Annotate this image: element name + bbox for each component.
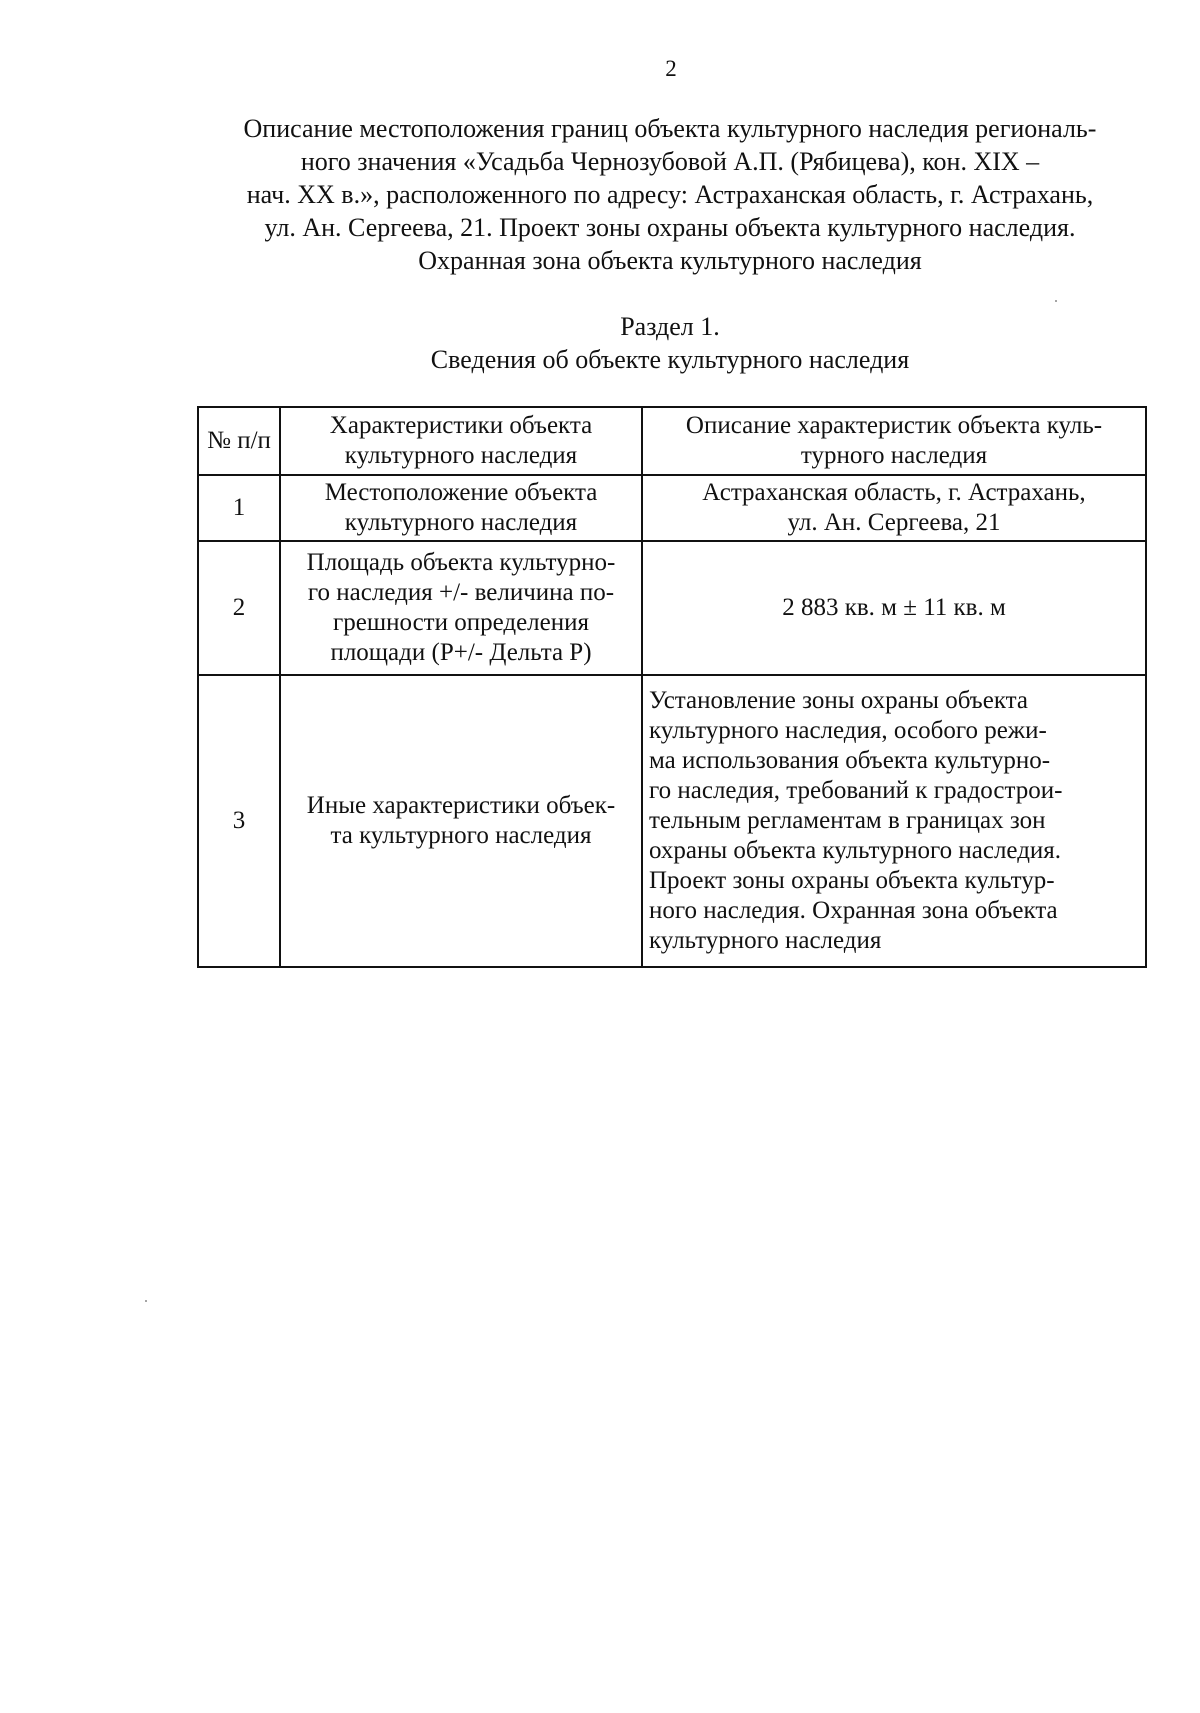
heading-line: нач. XX в.», расположенного по адресу: Астраханская область, г. Астрахань, bbox=[246, 180, 1094, 209]
cell-text-line: та культурного наследия bbox=[330, 822, 592, 849]
row-characteristic bbox=[280, 541, 642, 675]
cell-text-line: Площадь объекта культурно- bbox=[306, 549, 616, 576]
cell-text-line: ма использования объекта культурно- bbox=[649, 747, 1051, 774]
table-row bbox=[198, 475, 1146, 541]
table-header-row bbox=[198, 407, 1146, 475]
cell-text-line: Местоположение объекта bbox=[324, 479, 598, 506]
cell-text-line: го наследия, требований к градострои- bbox=[649, 777, 1063, 804]
row-description bbox=[642, 475, 1146, 541]
cell-text-line: тельным регламентам в границах зон bbox=[649, 807, 1046, 834]
cell-text-line: охраны объекта культурного наследия. bbox=[649, 837, 1062, 864]
cell-text-line: ул. Ан. Сергеева, 21 bbox=[787, 509, 1001, 536]
cell-text-line: Иные характеристики объек- bbox=[306, 792, 616, 819]
header-number-label: № п/п bbox=[207, 427, 271, 454]
cell-text-line: культурного наследия, особого режи- bbox=[649, 717, 1047, 744]
cell-text-line: культурного наследия bbox=[649, 927, 882, 954]
header-text-line: культурного наследия bbox=[344, 442, 578, 469]
header-characteristics bbox=[280, 407, 642, 475]
scan-speck bbox=[145, 1300, 147, 1302]
row-characteristic bbox=[280, 675, 642, 967]
header-text-line: Описание характеристик объекта куль- bbox=[685, 412, 1103, 439]
header-text-line: турного наследия bbox=[800, 442, 988, 469]
row-description bbox=[642, 541, 1146, 675]
row-description bbox=[642, 675, 1146, 967]
row-number: 2 bbox=[198, 541, 280, 675]
cell-text-line: грешности определения bbox=[332, 609, 590, 636]
section-title: Сведения об объекте культурного наследия bbox=[430, 345, 910, 374]
cell-text-line: площади (Р+/- Дельта Р) bbox=[330, 639, 592, 666]
section-heading bbox=[180, 310, 1160, 376]
cell-text-line: культурного наследия bbox=[344, 509, 578, 536]
row-characteristic bbox=[280, 475, 642, 541]
heading-line: ного значения «Усадьба Чернозубовой А.П. (Рябицева), кон. XIX – bbox=[300, 147, 1040, 176]
cell-text-line: 2 883 кв. м ± 11 кв. м bbox=[782, 594, 1006, 621]
row-number: 3 bbox=[198, 675, 280, 967]
section-label: Раздел 1. bbox=[620, 312, 720, 341]
row-number: 1 bbox=[198, 475, 280, 541]
header-number bbox=[198, 407, 280, 475]
header-description bbox=[642, 407, 1146, 475]
document-heading bbox=[160, 112, 1180, 277]
cell-text-line: ного наследия. Охранная зона объекта bbox=[649, 897, 1058, 924]
cell-text-line: го наследия +/- величина по- bbox=[307, 579, 615, 606]
heading-line: Описание местоположения границ объекта культурного наследия региональ- bbox=[243, 114, 1097, 143]
heading-line: Охранная зона объекта культурного наследия bbox=[418, 246, 922, 275]
cell-text-line: Астраханская область, г. Астрахань, bbox=[702, 479, 1086, 506]
cell-text-line: Проект зоны охраны объекта культур- bbox=[649, 867, 1055, 894]
table-row bbox=[198, 675, 1146, 967]
table-row bbox=[198, 541, 1146, 675]
page-number: 2 bbox=[665, 56, 677, 81]
cell-text-line: Установление зоны охраны объекта bbox=[649, 687, 1028, 714]
header-text-line: Характеристики объекта bbox=[329, 412, 593, 439]
heading-line: ул. Ан. Сергеева, 21. Проект зоны охраны объекта культурного наследия. bbox=[264, 213, 1076, 242]
heritage-info-table bbox=[197, 406, 1147, 968]
scan-speck bbox=[1055, 300, 1057, 302]
